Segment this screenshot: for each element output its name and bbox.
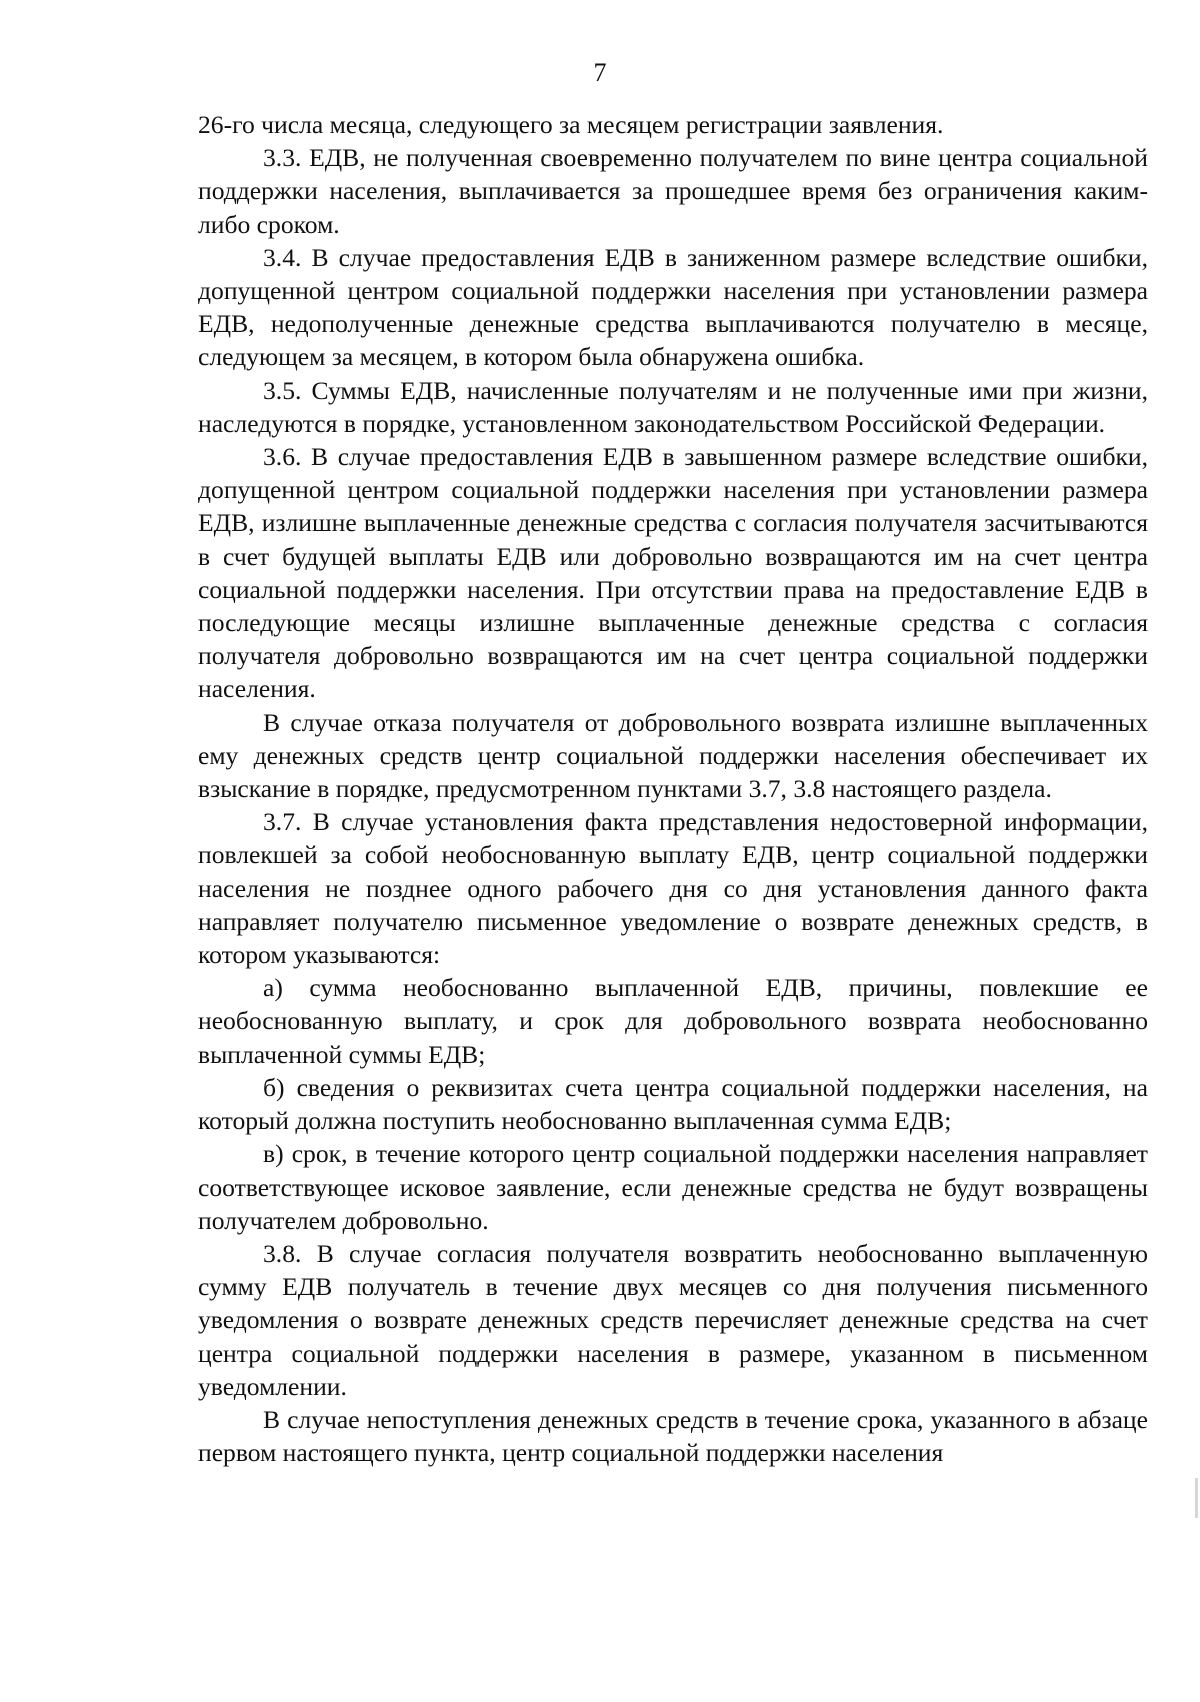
paragraph-3-3: 3.3. ЕДВ, не полученная своевременно получателем по вине центра социальной поддержки населения, выплачивается за прошедшее время без ограничения каким-либо сроком. <box>198 143 1148 239</box>
page-number: 7 <box>593 58 607 87</box>
paragraph-continuation: 26-го числа месяца, следующего за месяцем регистрации заявления. <box>198 110 944 139</box>
paragraph-3-7: 3.7. В случае установления факта представления недостоверной информации, повлекшей за собой необоснованную выплату ЕДВ, центр социальной поддержки населения не позднее одного рабочего дня со дня установления данного факта направляет получателю письменное уведомление о возврате денежных средств, в котором указываются: <box>198 807 1148 970</box>
paragraph-refusal: В случае отказа получателя от добровольного возврата излишне выплаченных ему денежных средств центр социальной поддержки населения обеспечивает их взыскание в порядке, предусмотренном пунктами 3.7, 3.8 настоящего раздела. <box>198 707 1148 804</box>
paragraph-3-8: 3.8. В случае согласия получателя возвратить необоснованно выплаченную сумму ЕДВ получатель в течение двух месяцев со дня получения письменного уведомления о возврате денежных средств перечисляет денежные средства на счет центра социальной поддержки населения в размере, указанном в письменном уведомлении. <box>198 1238 1148 1401</box>
paragraph-3-4: 3.4. В случае предоставления ЕДВ в заниженном размере вследствие ошибки, допущенной центром социальной поддержки населения при установлении размера ЕДВ, недополученные денежные средства выплачиваются получателю в месяце, следующем за месяцем, в котором была обнаружена ошибка. <box>198 242 1148 372</box>
paragraph-item-a: а) сумма необоснованно выплаченной ЕДВ, причины, повлекшие ее необоснованную выплату, и срок для добровольного возврата необоснованно выплаченной суммы ЕДВ; <box>198 973 1148 1069</box>
paragraph-3-6: 3.6. В случае предоставления ЕДВ в завышенном размере вследствие ошибки, допущенной центром социальной поддержки населения при установлении размера ЕДВ, излишне выплаченные денежные средства с согласия получателя засчитываются в счет будущей выплаты ЕДВ или добровольно возвращаются им на счет центра социальной поддержки населения. При отсутствии права на предоставление ЕДВ в последующие месяцы излишне выплаченные денежные средства с согласия получателя добровольно возвращаются им на счет центра социальной поддержки населения. <box>198 442 1148 704</box>
paragraph-item-c: в) срок, в течение которого центр социальной поддержки населения направляет соответствующее исковое заявление, если денежные средства не будут возвращены получателем добровольно. <box>198 1139 1148 1235</box>
paragraph-3-5: 3.5. Суммы ЕДВ, начисленные получателям и не полученные ими при жизни, наследуются в порядке, установленном законодательством Российской Федерации. <box>198 375 1148 438</box>
scan-edge-mark <box>1195 1478 1198 1518</box>
paragraph-nonreceipt: В случае непоступления денежных средств в течение срока, указанного в абзаце первом настоящего пункта, центр социальной поддержки населения <box>198 1404 1148 1468</box>
paragraph-item-b: б) сведения о реквизитах счета центра социальной поддержки населения, на который должна поступить необоснованно выплаченная сумма ЕДВ; <box>198 1072 1148 1136</box>
document-body <box>198 108 1148 1469</box>
